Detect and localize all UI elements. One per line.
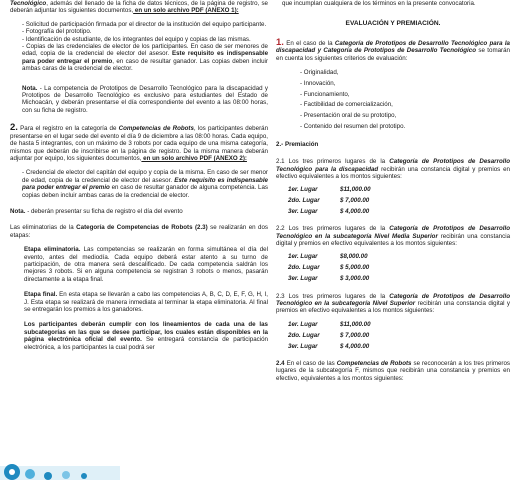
- corner-decoration: [0, 456, 120, 480]
- table-row: 3er. Lugar $ 4,000.00: [288, 208, 370, 216]
- list-item: - Fotografía del prototipo.: [22, 28, 92, 36]
- list-item: - Copias de las credenciales de elector de los participantes. En caso de ser menores de edad, copia de la credencial de elector del asesor. Este requisito es indispensable para poder entregar el premio, en caso de resultar ganador. Las copias deben incluir ambas caras de la credencial de elector.: [22, 43, 269, 73]
- eliminatorias-paragraph: Las eliminatorias de la Categoría de Competencias de Robots (2.3) se realizarán en dos etapas:: [10, 224, 268, 239]
- table-row: 2do. Lugar $ 7,000.00: [288, 331, 370, 339]
- list-item: - Contenido del resumen del prototipo.: [300, 123, 406, 131]
- prize-table-2-2: [288, 252, 510, 285]
- left-column: [10, 0, 268, 351]
- list-item: - Solicitud de participación firmada por el director de la institución del equipo participante.: [22, 20, 267, 28]
- table-row: 3er. Lugar $ 3,000.00: [288, 275, 370, 283]
- etapa-final: Etapa final. En esta etapa se llevarán a cabo las competencias A, B, C, D, E, F, G, H, I, J. Esta etapa se realizará de manera inmediata al terminar la etapa eliminatoria. Al final se entregarán los premios a los ganadores.: [24, 291, 268, 313]
- section-2-paragraph: 2. Para el registro en la categoría de Competencias de Robots, los participantes deberán presentarse en el lugar sede del evento el día 9 de diciembre a las 08:00 horas. Cada equipo, de hasta 5 integrantes, con un máximo de 3 robots por cada equipo de una misma categoría, mismos que deberán de inscribirse en la página de registro. De la misma manera deberán adjuntar por equipo, los siguientes documentos, en un solo archivo PDF (ANEXO 2):: [10, 122, 269, 162]
- criteria-list: [300, 68, 510, 133]
- top-continuation: que incumplan cualquiera de los términos en la presente convocatoria.: [282, 0, 476, 7]
- list-item: - Originalidad,: [300, 69, 339, 77]
- right-column: [276, 0, 510, 382]
- docs-list-2: - Credencial de elector del capitán del equipo y copia de la misma. En caso de ser menor de edad, copia de la credencial de elector del asesor. Este requisito es indispensable para poder entregar el premio en caso de resultar ganador de alguna competencia. Las copias deben incluir ambas caras de la credencial de elector.: [22, 169, 268, 199]
- intro-paragraph: Tecnológico, además del llenado de la ficha de datos técnicos, de la página de registro, se deberán adjuntar los siguientes documentos, en un solo archivo PDF (ANEXO 1):: [10, 0, 268, 15]
- nota-1: Nota. - La competencia de Prototipos de Desarrollo Tecnológico para la discapacidad y Prototipos de Desarrollo Tecnológico es exclusivo para estudiantes del Estado de Michoacán, y deberán presentarse el día correspondiente del evento a las 08:00 horas, con su ficha de registro.: [22, 84, 268, 114]
- table-row: 1er. Lugar $11,000.00: [288, 186, 371, 194]
- etapa-eliminatoria: Etapa eliminatoria. Las competencias se realizarán en forma simultánea el día del evento, antes del mediodía. Cada equipo deberá estar atento a su turno de participación, de otra manera será descalificado. De cada competencia saldrán los mejores 3 robots. Si en alguna competencia se registran 3 robots o menos, pasarán directamente a la etapa final.: [24, 246, 268, 283]
- list-item: - Identificación de estudiante, de los integrantes del equipo y copias de las mismas.: [22, 35, 251, 43]
- prize-table-2-1: [288, 184, 510, 217]
- table-row: 2do. Lugar $ 5,000.00: [288, 264, 370, 272]
- prize-2-4-paragraph: 2.4 En el caso de las Competencias de Robots se reconocerán a los tres primeros lugares de la subcategoría F, mismos que recibirán una constancia y premios en efectivo, equivalentes a los montos siguientes:: [276, 359, 511, 382]
- table-row: 2do. Lugar $ 7,000.00: [288, 197, 370, 205]
- prize-2-3-paragraph: 2.3 Los tres primeros lugares de la Categoría de Prototipos de Desarrollo Tecnológico en la subcategoría Nivel Superior recibirán una constancia digital y premios en efectivo equivalentes a los montos siguientes:: [276, 292, 510, 315]
- prize-2-1-paragraph: 2.1 Los tres primeros lugares de la Categoría de Prototipos de Desarrollo Tecnológico para la discapacidad recibirán una constancia digital y premios en efectivo equivalentes a los montos siguientes:: [276, 158, 510, 181]
- section-heading: EVALUACIÓN Y PREMIACIÓN.: [345, 20, 441, 28]
- table-row: 1er. Lugar $11,000.00: [288, 320, 371, 328]
- list-item: - Funcionamiento,: [300, 90, 350, 98]
- lineamientos-paragraph: Los participantes deberán cumplir con los lineamientos de cada una de las subcategorías en las que se desee participar, los cuales están disponibles en la página electrónica oficial del evento. Se entregará constancia de participación electrónica, a los participantes la cual podrá ser: [24, 321, 268, 351]
- table-row: 1er. Lugar $8,000.00: [288, 253, 368, 261]
- prize-2-2-paragraph: 2.2 Los tres primeros lugares de la Categoría de Prototipos de Desarrollo Tecnológico en la subcategoría Nivel Media Superior recibirán una constancia digital y premios en efectivo equivalentes a los montos siguientes:: [276, 225, 511, 248]
- docs-list-1: [22, 21, 268, 73]
- premiacion-heading: 2.- Premiación: [276, 140, 319, 148]
- table-row: 3er. Lugar $ 4,000.00: [288, 342, 370, 350]
- list-item: - Innovación,: [300, 79, 336, 87]
- nota-2: Nota. - deberán presentar su ficha de registro el día del evento: [10, 207, 183, 215]
- prize-table-2-3: [288, 319, 510, 352]
- list-item: - Factibilidad de comercialización,: [300, 101, 393, 109]
- criteria-intro: 1. En el caso de la Categoría de Prototipos de Desarrollo Tecnológico para la discapacidad y Categoría de Prototipos de Desarrollo Tecnológico se tomarán en cuenta los siguientes criterios de evaluación:: [276, 36, 511, 62]
- list-item: - Presentación oral de su prototipo,: [300, 112, 397, 120]
